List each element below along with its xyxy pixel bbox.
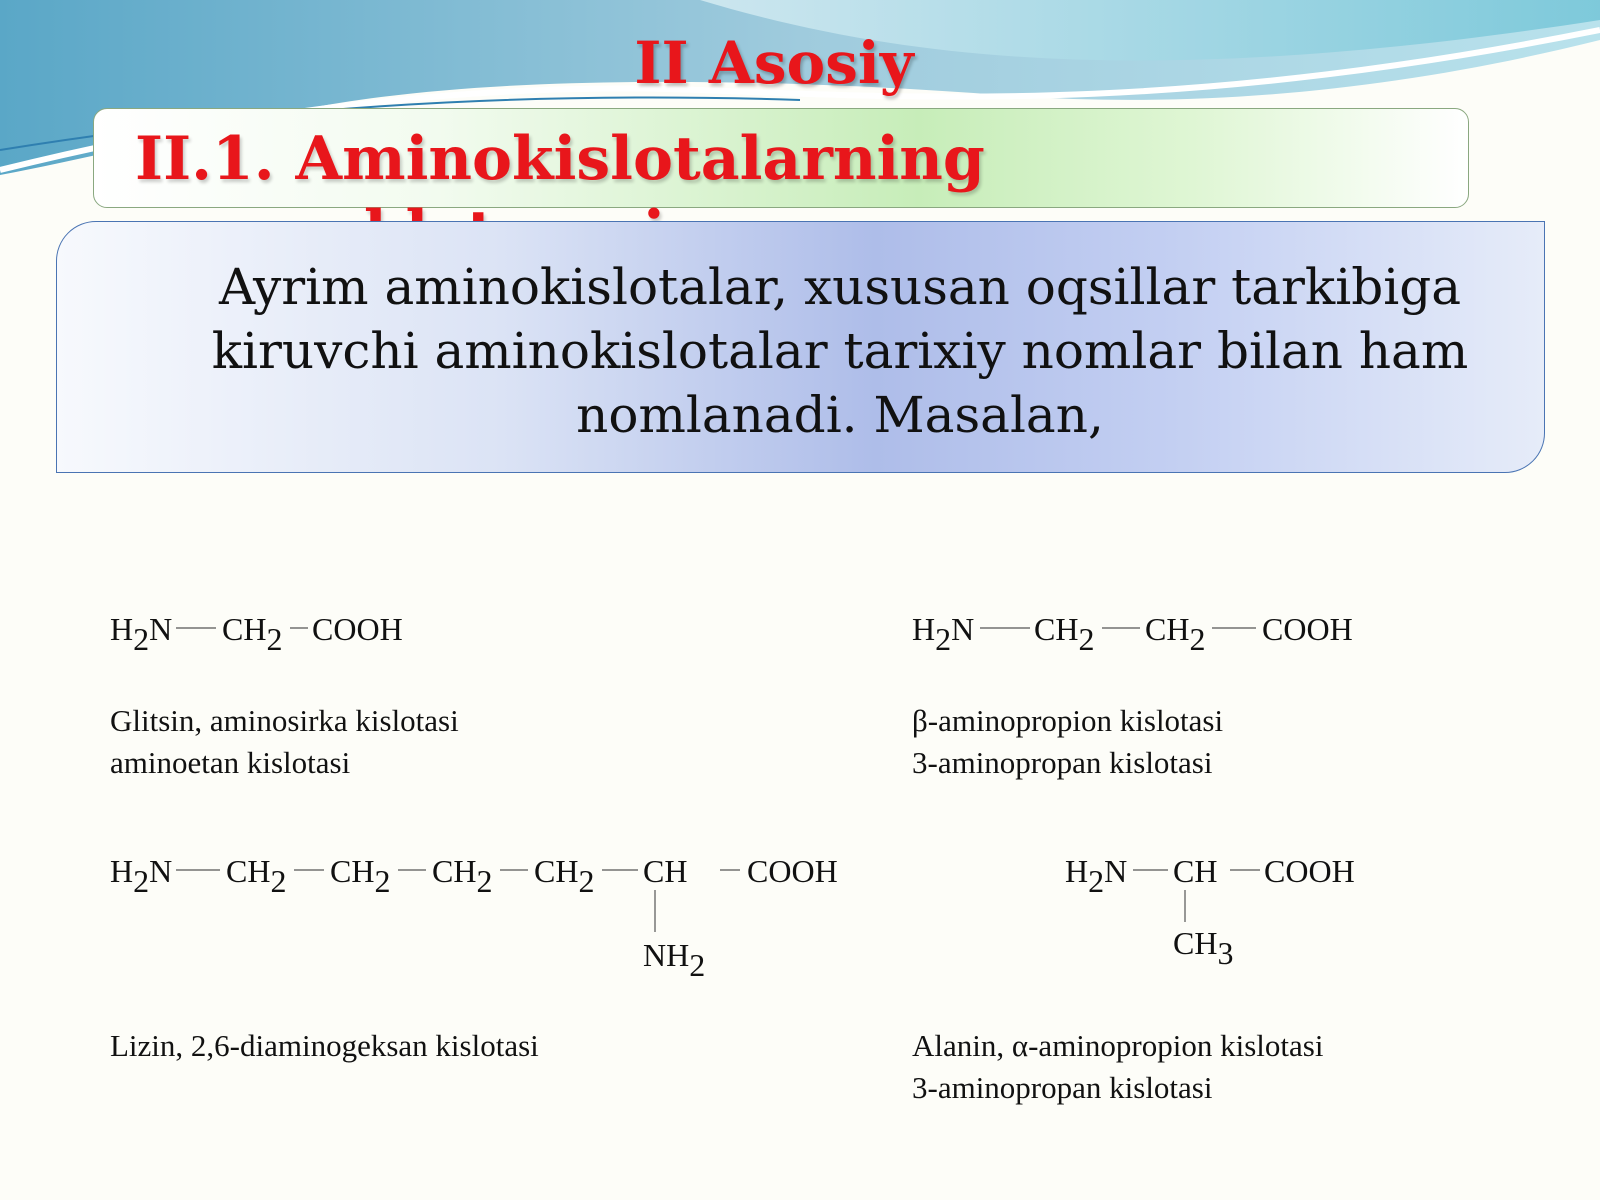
caption-alanine xyxy=(912,1025,1323,1109)
formula-beta-alanine xyxy=(912,611,1353,657)
atom: NH2 xyxy=(643,937,706,983)
formulas-area xyxy=(0,580,1600,1000)
atom: CH xyxy=(643,853,688,889)
atom: CH2 xyxy=(1034,611,1095,657)
atom: CH2 xyxy=(534,853,595,899)
atom: H2N xyxy=(110,611,173,657)
atom: H2N xyxy=(912,611,975,657)
atom: CH2 xyxy=(432,853,493,899)
caption-line: β-aminopropion kislotasi xyxy=(912,703,1224,738)
main-title: II Asosiy xyxy=(634,29,914,97)
atom: H2N xyxy=(1065,853,1128,899)
atom: CH2 xyxy=(1145,611,1206,657)
atom: COOH xyxy=(1264,853,1355,889)
formula-lysine xyxy=(110,853,838,983)
atom: CH2 xyxy=(222,611,283,657)
atom: CH xyxy=(1173,853,1218,889)
caption-glycine xyxy=(110,700,459,784)
caption-line: 3-aminopropan kislotasi xyxy=(912,1070,1213,1105)
caption-line: Lizin, 2,6-diaminogeksan kislotasi xyxy=(110,1028,539,1063)
atom: COOH xyxy=(312,611,403,647)
caption-line: 3-aminopropan kislotasi xyxy=(912,745,1213,780)
formula-glycine xyxy=(110,611,403,657)
atom: CH2 xyxy=(330,853,391,899)
atom: COOH xyxy=(1262,611,1353,647)
caption-line: aminoetan kislotasi xyxy=(110,745,351,780)
caption-lysine xyxy=(110,1025,539,1067)
atom: H2N xyxy=(110,853,173,899)
atom: COOH xyxy=(747,853,838,889)
caption-line: Alanin, α-aminopropion kislotasi xyxy=(912,1028,1324,1063)
intro-paragraph: Ayrim aminokislotalar, xususan oqsillar tarkibiga kiruvchi aminokislotalar tarixiy nomlar bilan ham nomlanadi. Masalan, xyxy=(211,258,1469,444)
section-title: II.1. Aminokislotalarning xyxy=(135,124,985,194)
caption-beta-alanine xyxy=(912,700,1223,784)
atom: CH3 xyxy=(1173,925,1234,971)
formula-alanine xyxy=(1065,853,1355,971)
caption-line: Glitsin, aminosirka kislotasi xyxy=(110,703,459,738)
atom: CH2 xyxy=(226,853,287,899)
